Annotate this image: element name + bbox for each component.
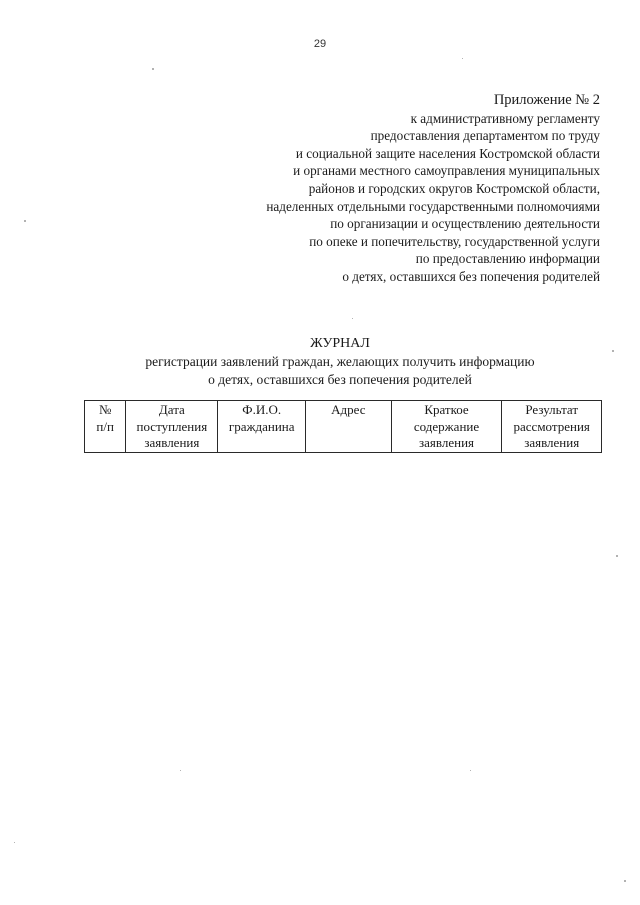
header-cell-result: Результат рассмотрения заявления xyxy=(502,401,602,453)
appendix-line: предоставления департаментом по труду xyxy=(370,128,600,144)
register-table xyxy=(84,400,602,453)
appendix-line: и социальной защите населения Костромской области xyxy=(295,145,600,161)
appendix-line: к административному регламенту xyxy=(410,110,600,126)
journal-title: ЖУРНАЛ xyxy=(310,336,370,351)
journal-subtitle-line: о детях, оставшихся без попечения родителей xyxy=(208,371,472,387)
scan-speck xyxy=(24,220,26,222)
header-cell-number: № п/п xyxy=(85,401,126,453)
appendix-line: районов и городских округов Костромской области, xyxy=(308,180,600,196)
header-cell-address: Адрес xyxy=(306,401,392,453)
appendix-header xyxy=(180,92,600,286)
appendix-line: по организации и осуществлению деятельности xyxy=(330,216,600,232)
scan-speck xyxy=(180,770,181,771)
header-cell-fio: Ф.И.О. гражданина xyxy=(218,401,306,453)
appendix-line: наделенных отдельными государственными полномочиями xyxy=(266,198,600,214)
journal-subtitle-line: регистрации заявлений граждан, желающих получить информацию xyxy=(145,354,535,369)
appendix-line: по предоставлению информации xyxy=(415,251,600,267)
scan-speck xyxy=(352,318,353,319)
scan-speck xyxy=(616,555,618,557)
journal-heading xyxy=(80,335,600,388)
appendix-title: Приложение № 2 xyxy=(493,92,600,108)
scan-speck xyxy=(14,842,15,843)
header-cell-date: Дата поступления заявления xyxy=(126,401,218,453)
scan-speck xyxy=(462,58,463,59)
table-header-row xyxy=(85,401,602,453)
scan-speck xyxy=(470,770,471,771)
scan-speck xyxy=(624,880,626,882)
header-cell-summary: Краткое содержание заявления xyxy=(391,401,502,453)
appendix-line: и органами местного самоуправления муниципальных xyxy=(293,163,600,179)
scan-speck xyxy=(612,350,614,352)
appendix-line: по опеке и попечительству, государственной услуги xyxy=(309,233,600,249)
appendix-line: о детях, оставшихся без попечения родителей xyxy=(342,268,600,284)
scan-speck xyxy=(152,68,154,70)
page-number: 29 xyxy=(313,38,327,50)
